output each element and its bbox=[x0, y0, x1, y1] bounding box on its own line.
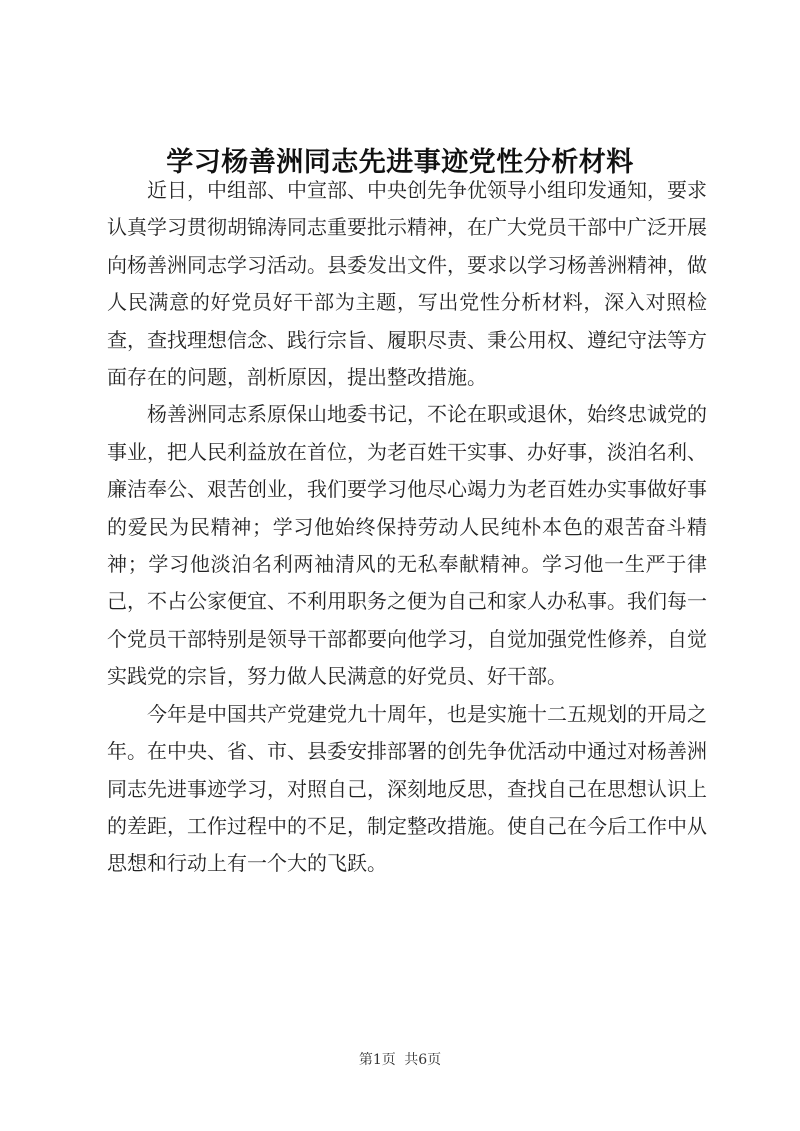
paragraph: 今年是中国共产党建党九十周年，也是实施十二五规划的开局之年。在中央、省、市、县委安排部署的创先争优活动中通过对杨善洲同志先进事迹学习，对照自己，深刻地反思，查找自己在思想认识上的差距，工作过程中的不足，制定整改措施。使自己在今后工作中从思想和行动上有一个大的飞跃。 bbox=[107, 701, 707, 876]
paragraph: 杨善洲同志系原保山地委书记，不论在职或退休，始终忠诚党的事业，把人民利益放在首位，为老百姓干实事、办好事，淡泊名利、廉洁奉公、艰苦创业，我们要学习他尽心竭力为老百姓办实事做好事的爱民为民精神；学习他始终保持劳动人民纯朴本色的艰苦奋斗精神；学习他淡泊名利两袖清风的无私奉献精神。学习他一生严于律己，不占公家便宜、不利用职务之便为自己和家人办私事。我们每一个党员干部特别是领导干部都要向他学习，自觉加强党性修养，自觉实践党的宗旨，努力做人民满意的好党员、好干部。 bbox=[107, 402, 707, 689]
page-number: 第1页 bbox=[358, 1052, 396, 1068]
document-body bbox=[107, 172, 707, 883]
page-total: 共6页 bbox=[404, 1052, 442, 1068]
page-footer bbox=[0, 1049, 800, 1069]
paragraph: 近日，中组部、中宣部、中央创先争优领导小组印发通知，要求认真学习贯彻胡锦涛同志重要批示精神，在广大党员干部中广泛开展向杨善洲同志学习活动。县委发出文件，要求以学习杨善洲精神，做人民满意的好党员好干部为主题，写出党性分析材料，深入对照检查，查找理想信念、践行宗旨、履职尽责、秉公用权、遵纪守法等方面存在的问题，剖析原因，提出整改措施。 bbox=[107, 178, 707, 390]
page-title: 学习杨善洲同志先进事迹党性分析材料 bbox=[166, 147, 634, 178]
